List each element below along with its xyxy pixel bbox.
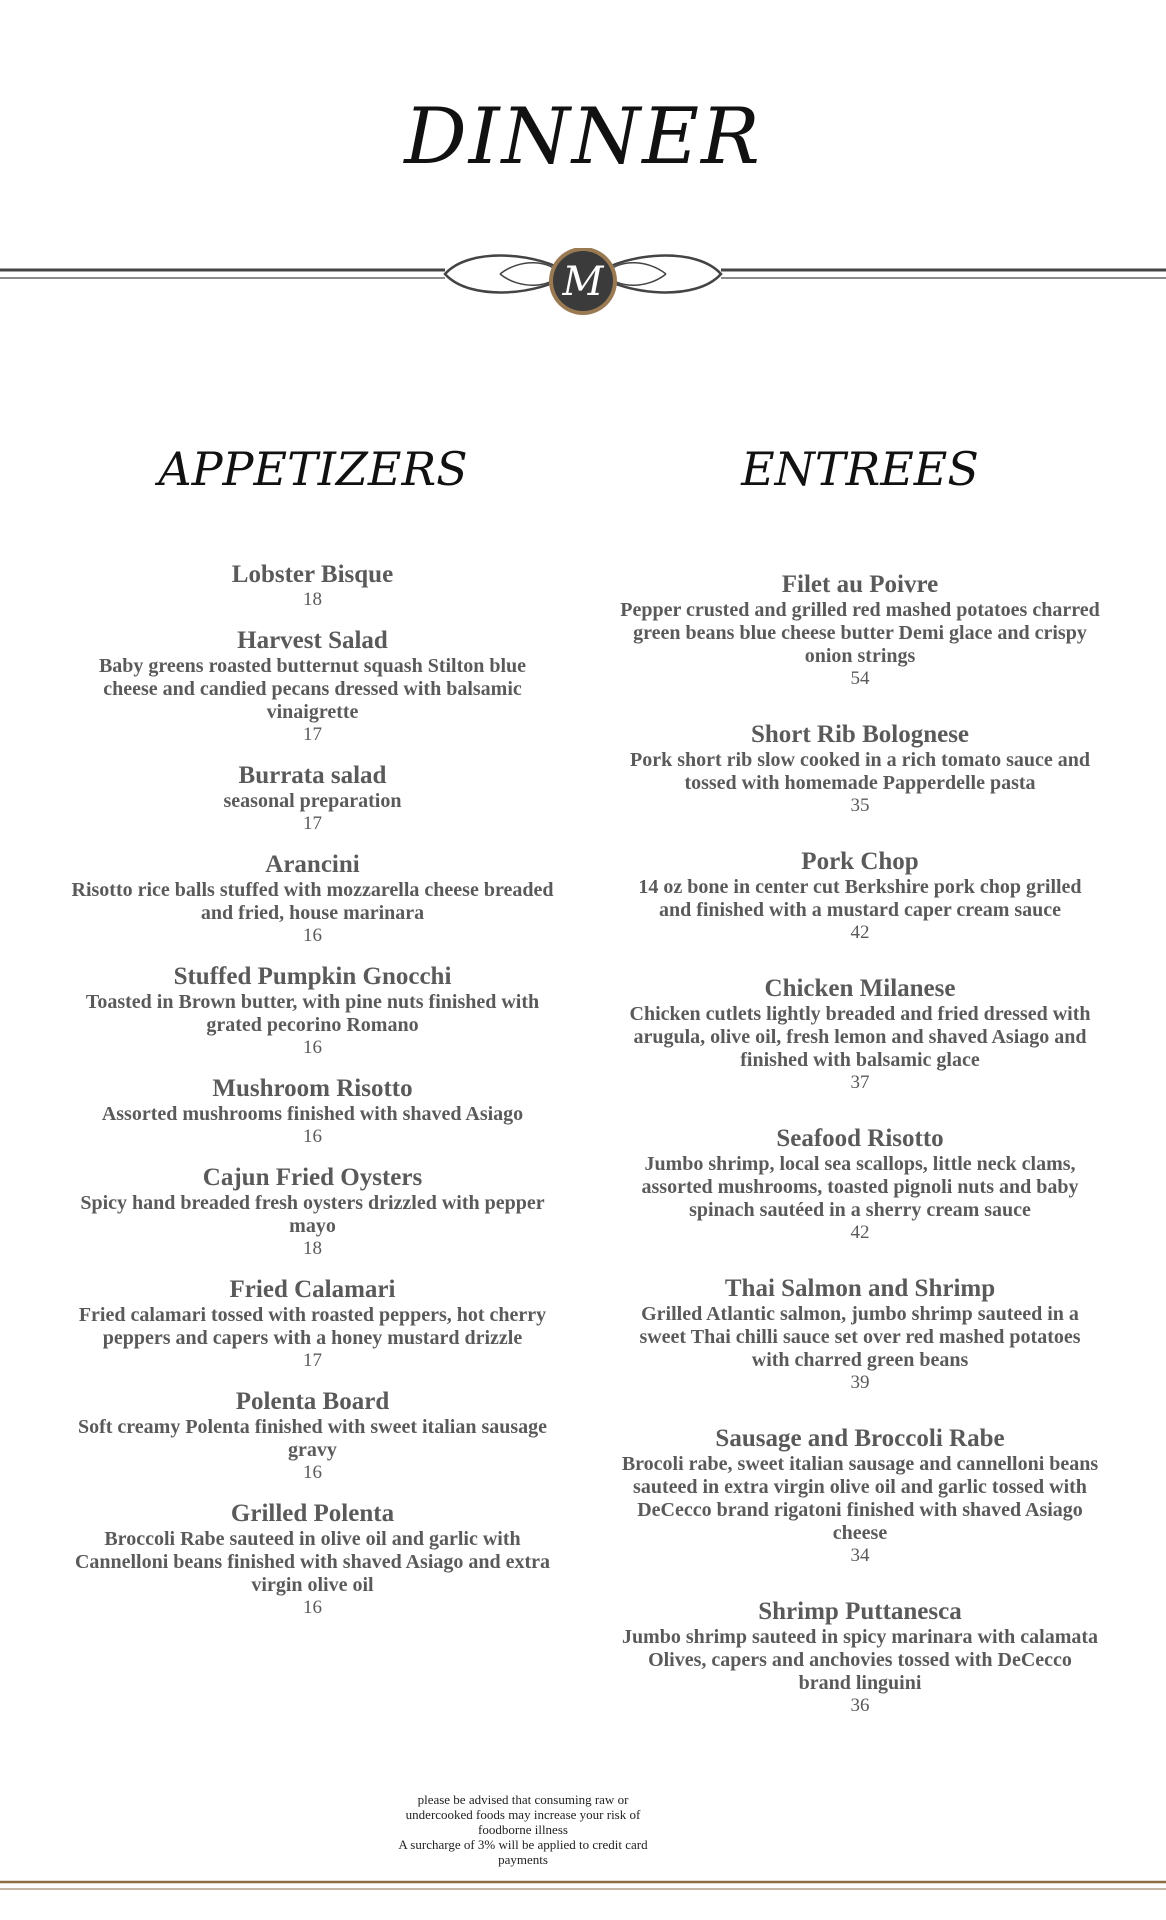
menu-item bbox=[620, 720, 1100, 817]
item-name: Arancini bbox=[265, 851, 360, 878]
menu-item bbox=[70, 1387, 555, 1484]
item-price: 17 bbox=[303, 724, 322, 745]
appetizers-list bbox=[70, 560, 555, 1619]
menu-item bbox=[70, 1275, 555, 1372]
item-price: 42 bbox=[850, 922, 870, 943]
food-safety-notice bbox=[383, 1792, 663, 1867]
bottom-rule bbox=[0, 1880, 1166, 1892]
menu-item bbox=[620, 570, 1100, 690]
item-price: 18 bbox=[303, 589, 322, 610]
item-price: 17 bbox=[303, 1350, 322, 1371]
item-name: Shrimp Puttanesca bbox=[758, 1598, 962, 1625]
item-price: 16 bbox=[303, 1037, 322, 1058]
item-description: Assorted mushrooms finished with shaved Asiago bbox=[101, 1103, 524, 1125]
logo-emblem bbox=[549, 248, 617, 315]
menu-item bbox=[620, 1597, 1100, 1717]
item-description: Spicy hand breaded fresh oysters drizzled with pepper mayo bbox=[80, 1192, 545, 1237]
item-price: 42 bbox=[850, 1222, 870, 1243]
menu-item bbox=[70, 626, 555, 746]
menu-item bbox=[620, 1424, 1100, 1567]
menu-item bbox=[70, 560, 555, 611]
item-description: Brocoli rabe, sweet italian sausage and cannelloni beans sauteed in extra virgin olive oil and garlic tossed with DeCecco brand rigatoni finished with shaved Asiago cheese bbox=[621, 1453, 1099, 1544]
item-description: Baby greens roasted butternut squash Stilton blue cheese and candied pecans dressed with balsamic vinaigrette bbox=[98, 655, 527, 723]
item-price: 16 bbox=[303, 1126, 322, 1147]
item-description: Toasted in Brown butter, with pine nuts finished with grated pecorino Romano bbox=[85, 991, 540, 1036]
item-name: Polenta Board bbox=[235, 1388, 390, 1415]
item-price: 16 bbox=[303, 1597, 322, 1618]
item-description: Soft creamy Polenta finished with sweet italian sausage gravy bbox=[77, 1416, 548, 1461]
menu-item bbox=[620, 1274, 1100, 1394]
surcharge-notice: A surcharge of 3% will be applied to credit card payments bbox=[398, 1837, 648, 1867]
item-description: Grilled Atlantic salmon, jumbo shrimp sauteed in a sweet Thai chilli sauce set over red mashed potatoes with charred green beans bbox=[639, 1303, 1081, 1371]
menu-item bbox=[620, 974, 1100, 1094]
item-price: 54 bbox=[850, 668, 870, 689]
item-description: Risotto rice balls stuffed with mozzarella cheese breaded and fried, house marinara bbox=[71, 879, 554, 924]
item-name: Burrata salad bbox=[238, 762, 387, 789]
item-name: Harvest Salad bbox=[237, 627, 388, 654]
item-name: Chicken Milanese bbox=[764, 975, 956, 1002]
item-name: Pork Chop bbox=[801, 848, 919, 875]
item-description: seasonal preparation bbox=[223, 790, 402, 812]
logo-letter: M bbox=[562, 259, 604, 305]
menu-item bbox=[620, 847, 1100, 944]
item-description: Fried calamari tossed with roasted peppers, hot cherry peppers and capers with a honey mustard drizzle bbox=[78, 1304, 547, 1349]
item-name: Seafood Risotto bbox=[776, 1125, 944, 1152]
ornamental-divider bbox=[0, 248, 1166, 318]
item-description: 14 oz bone in center cut Berkshire pork chop grilled and finished with a mustard caper cream sauce bbox=[638, 876, 1082, 921]
item-name: Grilled Polenta bbox=[230, 1500, 395, 1527]
item-price: 16 bbox=[303, 1462, 322, 1483]
item-price: 18 bbox=[303, 1238, 322, 1259]
item-name: Short Rib Bolognese bbox=[750, 721, 970, 748]
item-price: 34 bbox=[850, 1545, 870, 1566]
menu-item bbox=[70, 1074, 555, 1148]
item-price: 35 bbox=[850, 795, 870, 816]
item-name: Sausage and Broccoli Rabe bbox=[715, 1425, 1005, 1452]
item-price: 16 bbox=[303, 925, 322, 946]
item-name: Lobster Bisque bbox=[231, 561, 394, 588]
item-price: 39 bbox=[850, 1372, 870, 1393]
menu-item bbox=[70, 850, 555, 947]
menu-item bbox=[70, 1163, 555, 1260]
entrees-list bbox=[620, 570, 1100, 1717]
item-name: Thai Salmon and Shrimp bbox=[724, 1275, 996, 1302]
item-name: Filet au Poivre bbox=[781, 571, 939, 598]
item-description: Pepper crusted and grilled red mashed potatoes charred green beans blue cheese butter Demi glace and crispy onion strings bbox=[620, 599, 1100, 667]
item-description: Jumbo shrimp, local sea scallops, little neck clams, assorted mushrooms, toasted pignoli nuts and baby spinach sautéed in a sherry cream sauce bbox=[641, 1153, 1079, 1221]
item-description: Pork short rib slow cooked in a rich tomato sauce and tossed with homemade Papperdelle pasta bbox=[630, 749, 1090, 794]
menu-item bbox=[70, 761, 555, 835]
item-price: 37 bbox=[850, 1072, 870, 1093]
item-name: Stuffed Pumpkin Gnocchi bbox=[173, 963, 452, 990]
menu-item bbox=[70, 962, 555, 1059]
entrees-heading: ENTREES bbox=[741, 442, 979, 496]
menu-title: DINNER bbox=[404, 92, 762, 182]
item-name: Mushroom Risotto bbox=[212, 1075, 413, 1102]
menu-item bbox=[620, 1124, 1100, 1244]
appetizers-heading: APPETIZERS bbox=[158, 442, 468, 496]
menu-item bbox=[70, 1499, 555, 1619]
item-description: Chicken cutlets lightly breaded and fried dressed with arugula, olive oil, fresh lemon and shaved Asiago and finished with balsamic glace bbox=[629, 1003, 1091, 1071]
raw-food-warning: please be advised that consuming raw or undercooked foods may increase your risk of foodborne illness bbox=[405, 1792, 641, 1837]
item-name: Fried Calamari bbox=[229, 1276, 396, 1303]
item-description: Broccoli Rabe sauteed in olive oil and garlic with Cannelloni beans finished with shaved Asiago and extra virgin olive oil bbox=[74, 1528, 551, 1596]
item-price: 17 bbox=[303, 813, 322, 834]
item-name: Cajun Fried Oysters bbox=[202, 1164, 423, 1191]
item-price: 36 bbox=[850, 1695, 870, 1716]
item-description: Jumbo shrimp sauteed in spicy marinara with calamata Olives, capers and anchovies tossed with DeCecco brand linguini bbox=[621, 1626, 1099, 1694]
